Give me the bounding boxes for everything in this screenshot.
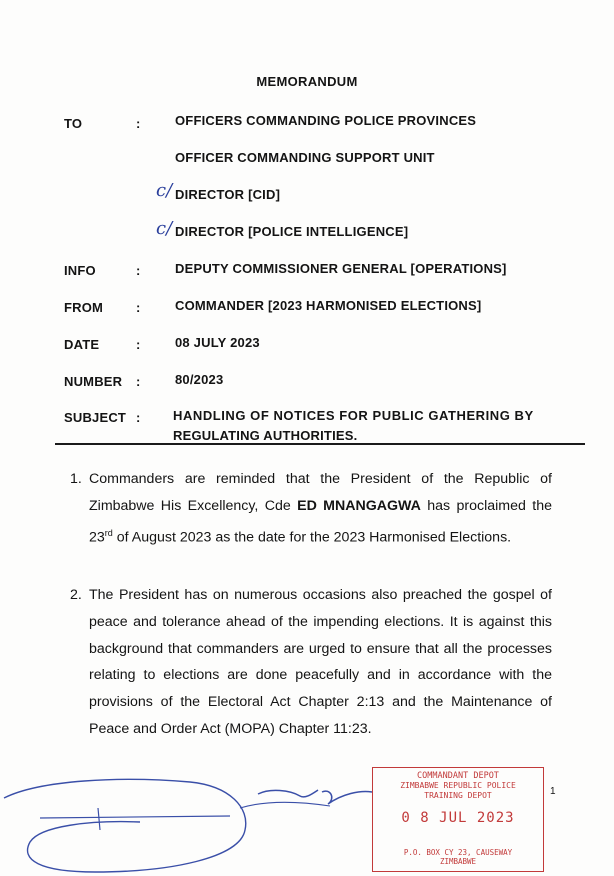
- paragraph-1-text: Commanders are reminded that the President of the Republic of Zimbabwe His Excellency, Cde ED MNANGAGWA has proclaimed the 23rd of August 2023 as the date for the 2023 Harmonised Elections.: [89, 471, 552, 546]
- to-label: TO: [64, 116, 83, 131]
- info-colon: :: [136, 263, 141, 278]
- header-divider: [55, 443, 585, 445]
- page-number: 1: [550, 786, 556, 797]
- paragraph-2-text: The President has on numerous occasions also preached the gospel of peace and tolerance ahead of the impending elections. It is against this background that commanders are urged to ensure that all the processes relating to elections are done peacefully and in accordance with the provisions of the Electoral Act Chapter 2:13 and the Maintenance of Peace and Order Act (MOPA) Chapter 11:23.: [89, 587, 552, 737]
- memo-title: MEMORANDUM: [256, 74, 358, 89]
- official-stamp: [372, 767, 544, 872]
- number-colon: :: [136, 374, 141, 389]
- subject-line-2: REGULATING AUTHORITIES.: [173, 428, 358, 443]
- date-colon: :: [136, 337, 141, 352]
- stamp-line-1: COMMANDANT DEPOT: [417, 771, 499, 781]
- paragraph-2-number: 2.: [70, 587, 82, 603]
- to-line-4: DIRECTOR [POLICE INTELLIGENCE]: [175, 224, 409, 239]
- to-line-3: DIRECTOR [CID]: [175, 187, 281, 202]
- from-value: COMMANDER [2023 HARMONISED ELECTIONS]: [175, 298, 482, 313]
- cc-mark-2: c/: [156, 218, 173, 239]
- from-label: FROM: [64, 300, 104, 315]
- date-label: DATE: [64, 337, 100, 352]
- number-label: NUMBER: [64, 374, 123, 389]
- stamp-line-4: P.O. BOX CY 23, CAUSEWAY: [403, 848, 513, 857]
- info-label: INFO: [64, 263, 96, 278]
- cc-mark-1: c/: [156, 180, 173, 201]
- subject-line-1: HANDLING OF NOTICES FOR PUBLIC GATHERING BY: [173, 408, 534, 423]
- signature-scribble: [0, 768, 380, 876]
- stamp-date: 0 8 JUL 2023: [401, 810, 515, 826]
- to-colon: :: [136, 116, 141, 131]
- number-value: 80/2023: [175, 372, 224, 387]
- paragraph-2: [70, 582, 552, 743]
- stamp-line-2: ZIMBABWE REPUBLIC POLICE: [400, 781, 516, 790]
- date-value: 08 JULY 2023: [175, 335, 260, 350]
- stamp-line-3: TRAINING DEPOT: [424, 791, 492, 800]
- paragraph-1: [70, 466, 552, 551]
- subject-label: SUBJECT: [64, 410, 127, 425]
- paragraph-1-number: 1.: [70, 471, 82, 487]
- info-value: DEPUTY COMMISSIONER GENERAL [OPERATIONS]: [175, 261, 507, 276]
- from-colon: :: [136, 300, 141, 315]
- president-name: ED MNANGAGWA: [297, 497, 421, 514]
- subject-colon: :: [136, 410, 141, 425]
- stamp-line-5: ZIMBABWE: [439, 857, 477, 866]
- to-line-2: OFFICER COMMANDING SUPPORT UNIT: [175, 150, 435, 165]
- to-line-1: OFFICERS COMMANDING POLICE PROVINCES: [175, 113, 477, 128]
